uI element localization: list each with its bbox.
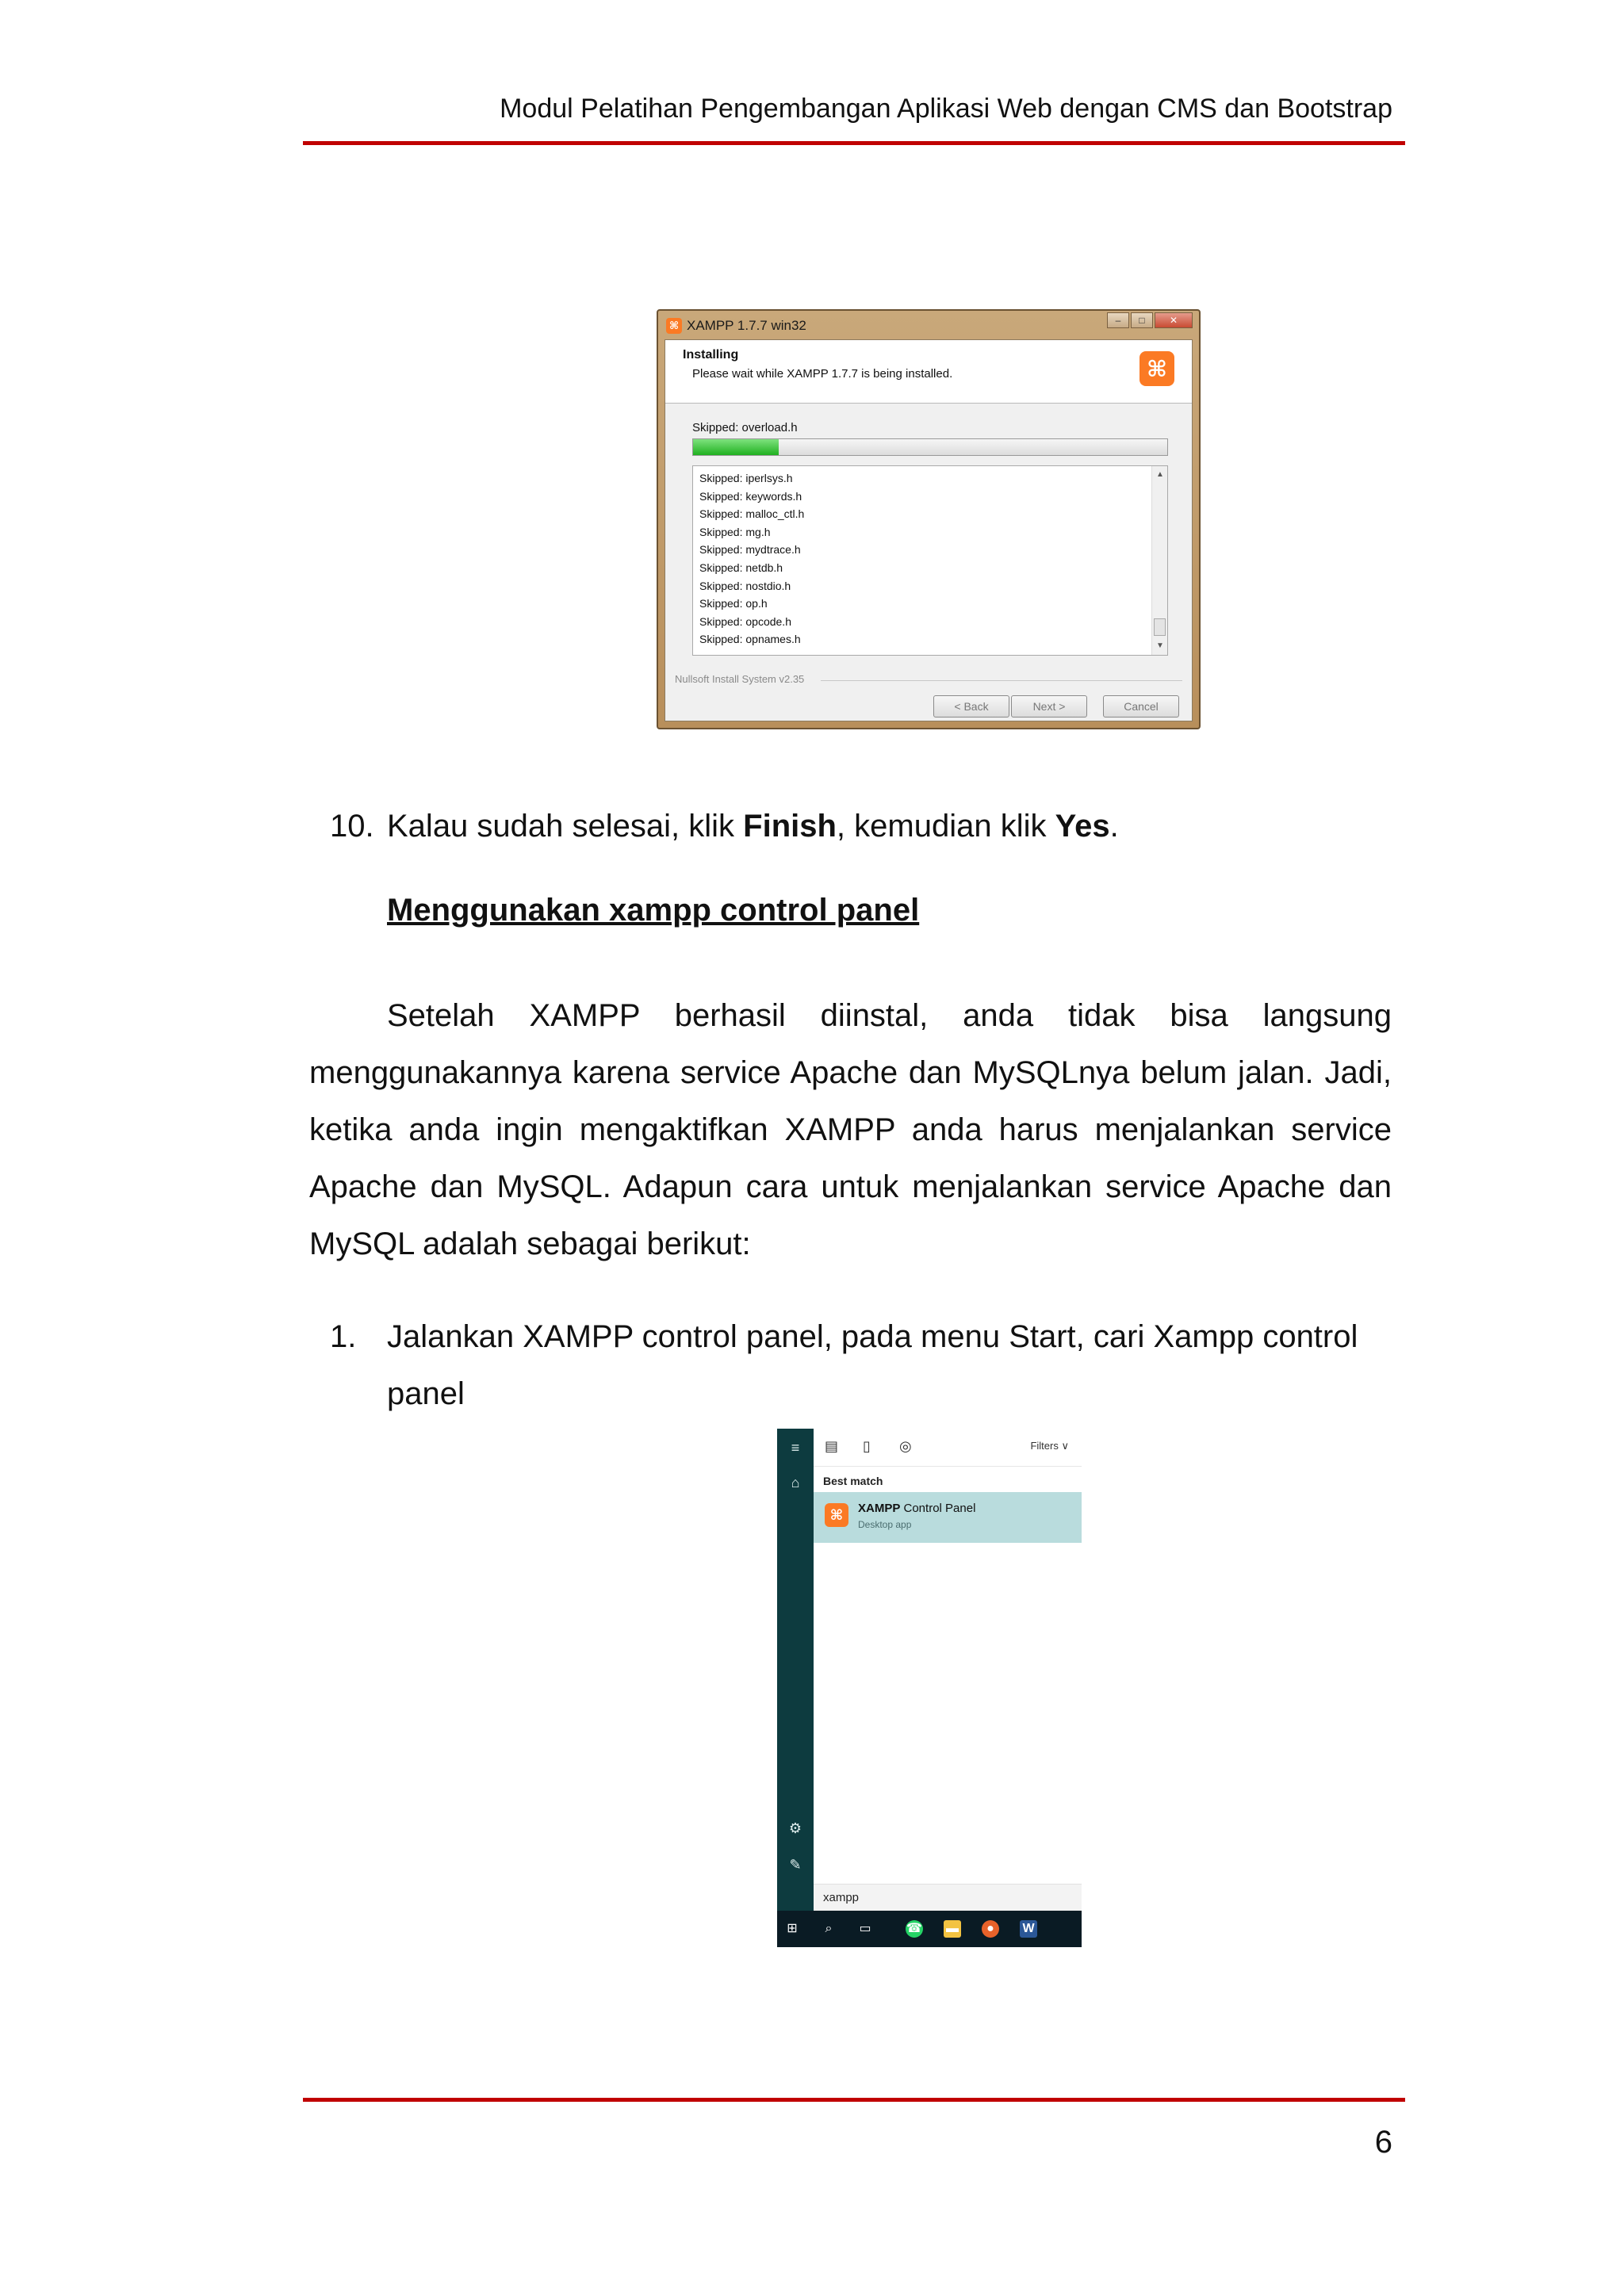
branding-divider [821,680,1182,681]
installer-heading: Installing [683,348,739,362]
settings-gear-icon[interactable]: ⚙ [788,1820,802,1836]
window-controls [1107,312,1193,328]
nsis-branding: Nullsoft Install System v2.35 [675,673,805,685]
body-paragraph: Setelah XAMPP berhasil diinstal, anda tidak bisa langsung menggunakannya karena service Apache dan MySQLnya belum jalan. Jadi, ketika anda ingin mengaktifkan XAMPP anda harus menjalankan service Apache dan MySQL. Adapun cara untuk menjalankan service Apache dan MySQL adalah sebagai berikut: [309,998,1392,1261]
start-search-input[interactable]: xampp [823,1891,860,1904]
start-menu-rail [777,1429,814,1911]
best-match-label: Best match [823,1475,883,1487]
installer-titlebar [666,317,806,335]
maximize-icon[interactable]: □ [1131,312,1153,328]
search-icon[interactable]: ⌕ [825,1922,833,1935]
section-heading: Menggunakan xampp control panel [387,893,920,928]
log-scrollbar[interactable] [1151,466,1167,655]
log-line: Skipped: opcode.h [699,614,791,628]
close-icon[interactable]: ✕ [1155,312,1193,328]
back-button[interactable]: < Back [933,695,1009,718]
feedback-icon[interactable]: ✎ [789,1857,802,1873]
installer-body [665,339,1193,721]
install-progress-bar [692,438,1168,456]
step-1-number: 1. [330,1319,357,1354]
yes-emphasis: Yes [1055,809,1110,844]
log-line: Skipped: op.h [699,597,768,610]
install-log[interactable] [692,465,1168,656]
header-rule [303,141,1405,145]
result-subtitle: Desktop app [858,1519,912,1530]
step-1-line-1: Jalankan XAMPP control panel, pada menu Start, cari Xampp control [387,1319,1358,1354]
next-button[interactable]: Next > [1011,695,1087,718]
log-line: Skipped: nostdio.h [699,579,791,592]
home-icon[interactable]: ⌂ [791,1475,800,1490]
installer-window-title: XAMPP 1.7.7 win32 [687,318,806,333]
log-line: Skipped: mg.h [699,525,771,538]
log-line: Skipped: keywords.h [699,489,802,503]
step-10-text [387,798,1119,855]
installer-header-panel [665,340,1192,404]
xampp-logo-icon: ⌘ [1139,351,1174,386]
result-title-rest: Control Panel [900,1502,976,1515]
windows-start-icon[interactable]: ⊞ [787,1922,798,1935]
scroll-up-icon[interactable]: ▲ [1156,470,1164,479]
step-10-text-before: Kalau sudah selesai, klik [387,809,744,844]
install-progress-fill [693,439,779,455]
running-header: Modul Pelatihan Pengembangan Aplikasi Web dengan CMS dan Bootstrap [500,94,1392,124]
result-title [858,1502,975,1515]
installer-window [657,309,1201,729]
task-view-icon[interactable]: ▭ [859,1922,871,1935]
log-line: Skipped: iperlsys.h [699,472,793,484]
finish-emphasis: Finish [743,809,837,844]
hamburger-menu-icon[interactable]: ≡ [791,1440,800,1456]
word-icon[interactable]: W [1020,1920,1037,1938]
step-10-text-middle: , kemudian klik [836,809,1055,844]
start-menu-topbar [814,1429,1082,1467]
start-menu [777,1429,1082,1947]
whatsapp-icon[interactable]: ☎ [906,1920,923,1938]
firefox-icon[interactable]: ● [982,1920,999,1938]
step-10-number: 10. [330,809,374,844]
xampp-logo-icon: ⌘ [666,318,682,334]
step-10-text-after: . [1109,809,1119,844]
installer-subheading: Please wait while XAMPP 1.7.7 is being installed. [692,367,953,381]
chevron-down-icon: ∨ [1061,1440,1069,1452]
web-filter-icon[interactable]: ◎ [899,1438,912,1454]
page-number: 6 [1374,2125,1392,2160]
footer-rule [303,2098,1405,2102]
install-status: Skipped: overload.h [692,421,798,434]
start-search-box[interactable] [814,1884,1082,1911]
log-line: Skipped: malloc_ctl.h [699,507,805,521]
xampp-control-panel-result[interactable] [814,1492,1082,1543]
step-1-line-2: panel [387,1376,465,1411]
xampp-logo-icon: ⌘ [825,1503,848,1527]
result-title-bold: XAMPP [858,1502,901,1515]
scroll-thumb[interactable] [1154,618,1166,636]
install-log-list [699,469,804,649]
log-line: Skipped: opnames.h [699,633,801,646]
taskbar [777,1911,1082,1947]
minimize-icon[interactable]: – [1107,312,1129,328]
apps-filter-icon[interactable]: ▤ [825,1438,839,1454]
log-line: Skipped: netdb.h [699,561,783,574]
log-line: Skipped: mydtrace.h [699,543,801,557]
cancel-button[interactable]: Cancel [1103,695,1179,718]
documents-filter-icon[interactable]: ▯ [863,1438,871,1454]
filters-label: Filters [1030,1440,1059,1452]
file-explorer-icon[interactable]: ▬ [944,1920,961,1938]
scroll-down-icon[interactable]: ▼ [1156,641,1164,650]
filters-dropdown[interactable] [1030,1440,1069,1452]
